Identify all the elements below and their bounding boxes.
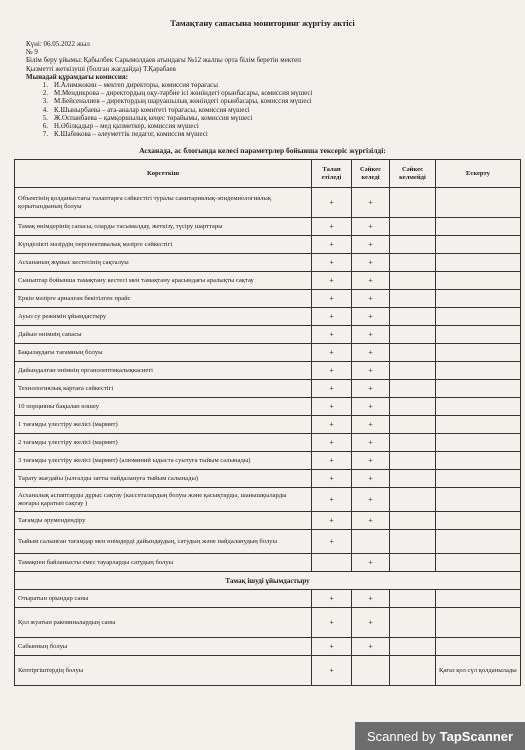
compliant-cell: + bbox=[352, 290, 390, 308]
table-row bbox=[15, 188, 521, 218]
note-cell bbox=[436, 530, 521, 554]
commission-member bbox=[26, 81, 511, 89]
indicator-cell: Кептіргіштердің болуы bbox=[15, 656, 312, 686]
compliant-cell: + bbox=[352, 344, 390, 362]
table-row bbox=[15, 488, 521, 512]
compliant-cell: + bbox=[352, 398, 390, 416]
header-indicator: Көрсеткіш bbox=[15, 160, 312, 188]
compliant-cell: + bbox=[352, 488, 390, 512]
note-cell bbox=[436, 488, 521, 512]
member-text: И.Алимжокин – мектеп директоры, комиссия төрағасы bbox=[54, 81, 218, 90]
table-row bbox=[15, 554, 521, 572]
indicator-cell: Қол жуатын раковиналардың саны bbox=[15, 608, 312, 638]
table-row bbox=[15, 236, 521, 254]
table-row bbox=[15, 344, 521, 362]
indicator-cell: Объектінің қолданыстағы талаптарға сәйкестігі туралы санитариялық-эпидемиологиялық қорытындының болуы bbox=[15, 188, 312, 218]
table-row bbox=[15, 608, 521, 638]
required-cell: + bbox=[312, 530, 352, 554]
member-number: 6. bbox=[42, 122, 48, 131]
indicator-cell: Дайын өнімнің сапасы bbox=[15, 326, 312, 344]
note-cell: Қағаз қол сүл қолданылады bbox=[436, 656, 521, 686]
noncompliant-cell bbox=[390, 254, 436, 272]
noncompliant-cell bbox=[390, 608, 436, 638]
noncompliant-cell bbox=[390, 326, 436, 344]
note-cell bbox=[436, 236, 521, 254]
noncompliant-cell bbox=[390, 218, 436, 236]
compliant-cell: + bbox=[352, 236, 390, 254]
note-cell bbox=[436, 254, 521, 272]
required-cell bbox=[312, 554, 352, 572]
note-cell bbox=[436, 416, 521, 434]
required-cell: + bbox=[312, 344, 352, 362]
indicator-cell: 3 тағамды үлестіру желісі (мармит) (алюминий ыдыста суытуға тыйым салынады) bbox=[15, 452, 312, 470]
group-title: Тамақ ішуді ұйымдастыру bbox=[15, 572, 521, 590]
table-row bbox=[15, 362, 521, 380]
indicator-cell: Тыйым салынған тағамдар мен өнімдерді дайындаудың, сатудың және пайдаланудың болуы bbox=[15, 530, 312, 554]
required-cell: + bbox=[312, 398, 352, 416]
compliant-cell: + bbox=[352, 434, 390, 452]
note-cell bbox=[436, 590, 521, 608]
compliant-cell: + bbox=[352, 416, 390, 434]
note-cell bbox=[436, 554, 521, 572]
document-title: Тамақтану сапасына мониторинг жүргізу актісі bbox=[170, 18, 355, 28]
required-cell: + bbox=[312, 452, 352, 470]
note-cell bbox=[436, 272, 521, 290]
table-row bbox=[15, 290, 521, 308]
table-row bbox=[15, 218, 521, 236]
noncompliant-cell bbox=[390, 656, 436, 686]
note-cell bbox=[436, 470, 521, 488]
compliant-cell: + bbox=[352, 362, 390, 380]
commission-member bbox=[26, 106, 511, 114]
table-row bbox=[15, 470, 521, 488]
noncompliant-cell bbox=[390, 488, 436, 512]
indicator-cell: Тамақ өнімдерінің сапасы, оларды тасымалдау, жеткізу, түсіру шарттары bbox=[15, 218, 312, 236]
table-header-row bbox=[15, 160, 521, 188]
note-cell bbox=[436, 452, 521, 470]
compliant-cell: + bbox=[352, 380, 390, 398]
supplier-line: Қызметті жеткізуші (болған жағдайда) Т.Қарабаев bbox=[26, 64, 176, 73]
indicator-cell: Асхананың жұмыс кестесінің сақталуы bbox=[15, 254, 312, 272]
compliant-cell: + bbox=[352, 326, 390, 344]
noncompliant-cell bbox=[390, 470, 436, 488]
noncompliant-cell bbox=[390, 290, 436, 308]
compliant-cell: + bbox=[352, 452, 390, 470]
member-number: 4. bbox=[42, 105, 48, 114]
noncompliant-cell bbox=[390, 272, 436, 290]
inspection-table bbox=[14, 159, 521, 686]
compliant-cell: + bbox=[352, 218, 390, 236]
member-number: 2. bbox=[42, 89, 48, 98]
commission-member bbox=[26, 89, 511, 97]
header-note: Ескерту bbox=[436, 160, 521, 188]
required-cell: + bbox=[312, 236, 352, 254]
indicator-cell: 1 тағамды үлестіру желісі (мармит) bbox=[15, 416, 312, 434]
required-cell: + bbox=[312, 380, 352, 398]
scanner-watermark bbox=[355, 722, 525, 750]
compliant-cell bbox=[352, 656, 390, 686]
required-cell: + bbox=[312, 512, 352, 530]
table-row bbox=[15, 398, 521, 416]
member-text: Н.Әбілқадыр – мед қызметкер, комиссия мүшесі bbox=[54, 122, 199, 131]
required-cell: + bbox=[312, 638, 352, 656]
required-cell: + bbox=[312, 188, 352, 218]
noncompliant-cell bbox=[390, 398, 436, 416]
noncompliant-cell bbox=[390, 362, 436, 380]
document-meta bbox=[14, 40, 511, 138]
table-row bbox=[15, 530, 521, 554]
noncompliant-cell bbox=[390, 308, 436, 326]
commission-member bbox=[26, 130, 511, 138]
member-text: Ж.Оспанбаева – қамқоршылық кеңес төрайымы, комиссия мүшесі bbox=[54, 113, 253, 122]
required-cell: + bbox=[312, 416, 352, 434]
table-row bbox=[15, 380, 521, 398]
scanner-brand: TapScanner bbox=[439, 728, 514, 744]
indicator-cell: Тамақпен байланысты емес тауарларды сатудың болуы bbox=[15, 554, 312, 572]
noncompliant-cell bbox=[390, 554, 436, 572]
compliant-cell: + bbox=[352, 638, 390, 656]
table-row bbox=[15, 590, 521, 608]
group-header-row bbox=[15, 572, 521, 590]
noncompliant-cell bbox=[390, 452, 436, 470]
member-number: 7. bbox=[42, 130, 48, 139]
note-cell bbox=[436, 326, 521, 344]
note-cell bbox=[436, 398, 521, 416]
required-cell: + bbox=[312, 656, 352, 686]
header-noncompliant: Сәйкес келмейді bbox=[390, 160, 436, 188]
noncompliant-cell bbox=[390, 236, 436, 254]
compliant-cell: + bbox=[352, 272, 390, 290]
commission-heading: Мынадай құрамдағы комиссия: bbox=[26, 72, 129, 81]
table-row bbox=[15, 308, 521, 326]
table-row bbox=[15, 434, 521, 452]
member-text: К.Шынырбаева – ата-аналар комитеті төрағасы, комиссия мүшесі bbox=[54, 105, 250, 114]
member-number: 1. bbox=[42, 81, 48, 90]
compliant-cell: + bbox=[352, 512, 390, 530]
note-cell bbox=[436, 380, 521, 398]
member-number: 5. bbox=[42, 113, 48, 122]
indicator-cell: Күнделікті мәзірдің перспективалық мәзірге сәйкестігі bbox=[15, 236, 312, 254]
noncompliant-cell bbox=[390, 434, 436, 452]
indicator-cell: Отыратын орындар саны bbox=[15, 590, 312, 608]
required-cell: + bbox=[312, 608, 352, 638]
compliant-cell: + bbox=[352, 590, 390, 608]
table-row bbox=[15, 326, 521, 344]
member-text: К.Шабикова – әлеуметтік педагог, комиссия мүшесі bbox=[54, 130, 208, 139]
header-compliant: Сәйкес келеді bbox=[352, 160, 390, 188]
date-line: Күні: 06.05.2022 жыл bbox=[26, 40, 90, 48]
table-body-section-2 bbox=[15, 590, 521, 686]
required-cell: + bbox=[312, 218, 352, 236]
required-cell: + bbox=[312, 362, 352, 380]
required-cell: + bbox=[312, 326, 352, 344]
note-cell bbox=[436, 362, 521, 380]
required-cell: + bbox=[312, 488, 352, 512]
commission-member bbox=[26, 97, 511, 105]
indicator-cell: Асханалық аспаптарды дұрыс сақтау (кассеталардың болуы және қасықтарды, шанышқыларды жоғары қаратып сақтау ) bbox=[15, 488, 312, 512]
noncompliant-cell bbox=[390, 512, 436, 530]
indicator-cell: Еркін мәзірге арналған бекітілген прайс bbox=[15, 290, 312, 308]
required-cell: + bbox=[312, 272, 352, 290]
table-group-2 bbox=[15, 572, 521, 590]
noncompliant-cell bbox=[390, 638, 436, 656]
note-cell bbox=[436, 344, 521, 362]
noncompliant-cell bbox=[390, 188, 436, 218]
section-title: Асханада, ас блогында келесі параметрлер бойынша тексеріс жүргізілді: bbox=[139, 146, 386, 156]
note-cell bbox=[436, 218, 521, 236]
table-row bbox=[15, 452, 521, 470]
note-cell bbox=[436, 188, 521, 218]
header-required: Талап етіледі bbox=[312, 160, 352, 188]
table-body-section-1 bbox=[15, 188, 521, 572]
table-row bbox=[15, 416, 521, 434]
indicator-cell: Бақылаудағы тағамның болуы bbox=[15, 344, 312, 362]
required-cell: + bbox=[312, 308, 352, 326]
compliant-cell bbox=[352, 530, 390, 554]
compliant-cell: + bbox=[352, 188, 390, 218]
indicator-cell: Ауыз су режимін ұйымдастыру bbox=[15, 308, 312, 326]
member-text: М.Мендикрова – директордың оқу-тәрбие ісі жөніндегі орынбасары, комиссия мүшесі bbox=[54, 89, 313, 98]
indicator-cell: Тағамды әрумендендіру bbox=[15, 512, 312, 530]
compliant-cell: + bbox=[352, 308, 390, 326]
compliant-cell: + bbox=[352, 470, 390, 488]
noncompliant-cell bbox=[390, 380, 436, 398]
scanner-prefix: Scanned by bbox=[366, 728, 436, 744]
required-cell: + bbox=[312, 254, 352, 272]
indicator-cell: Сабынның болуы bbox=[15, 638, 312, 656]
required-cell: + bbox=[312, 470, 352, 488]
indicator-cell: Тарату жағдайы (ылғалды затты пайдалануға тыйым салынады) bbox=[15, 470, 312, 488]
table-row bbox=[15, 638, 521, 656]
noncompliant-cell bbox=[390, 530, 436, 554]
noncompliant-cell bbox=[390, 416, 436, 434]
noncompliant-cell bbox=[390, 344, 436, 362]
commission-member bbox=[26, 122, 511, 130]
table-row bbox=[15, 254, 521, 272]
member-number: 3. bbox=[42, 97, 48, 106]
indicator-cell: Технологиялық картаға сәйкестігі bbox=[15, 380, 312, 398]
table-row bbox=[15, 512, 521, 530]
compliant-cell: + bbox=[352, 608, 390, 638]
note-cell bbox=[436, 638, 521, 656]
note-cell bbox=[436, 512, 521, 530]
note-cell bbox=[436, 608, 521, 638]
note-cell bbox=[436, 308, 521, 326]
compliant-cell: + bbox=[352, 254, 390, 272]
table-row bbox=[15, 656, 521, 686]
required-cell: + bbox=[312, 590, 352, 608]
member-text: М.Бейсеналиев – директордың шаруашылық жөніндегі орынбасары, комиссия мүшесі bbox=[54, 97, 312, 106]
table-row bbox=[15, 272, 521, 290]
commission-member bbox=[26, 114, 511, 122]
indicator-cell: Сыныптар бойынша тамақтану кестесі мен тамақтану арасындағы аралықты сақтау bbox=[15, 272, 312, 290]
commission-members-list bbox=[26, 81, 511, 138]
indicator-cell: Дайындалған өнімнің органолептикалықкасиеті bbox=[15, 362, 312, 380]
note-cell bbox=[436, 290, 521, 308]
indicator-cell: 10 порцияны бақылап өлшеу bbox=[15, 398, 312, 416]
compliant-cell: + bbox=[352, 554, 390, 572]
required-cell: + bbox=[312, 290, 352, 308]
number-line: № 9 bbox=[26, 48, 38, 57]
noncompliant-cell bbox=[390, 590, 436, 608]
school-line: Білім беру ұйымы: Қабылбек Сарымолдаев атындағы №12 жалпы орта білім беретін мектеп bbox=[26, 56, 302, 65]
note-cell bbox=[436, 434, 521, 452]
required-cell: + bbox=[312, 434, 352, 452]
indicator-cell: 2 тағамды үлестіру желісі (мармит) bbox=[15, 434, 312, 452]
